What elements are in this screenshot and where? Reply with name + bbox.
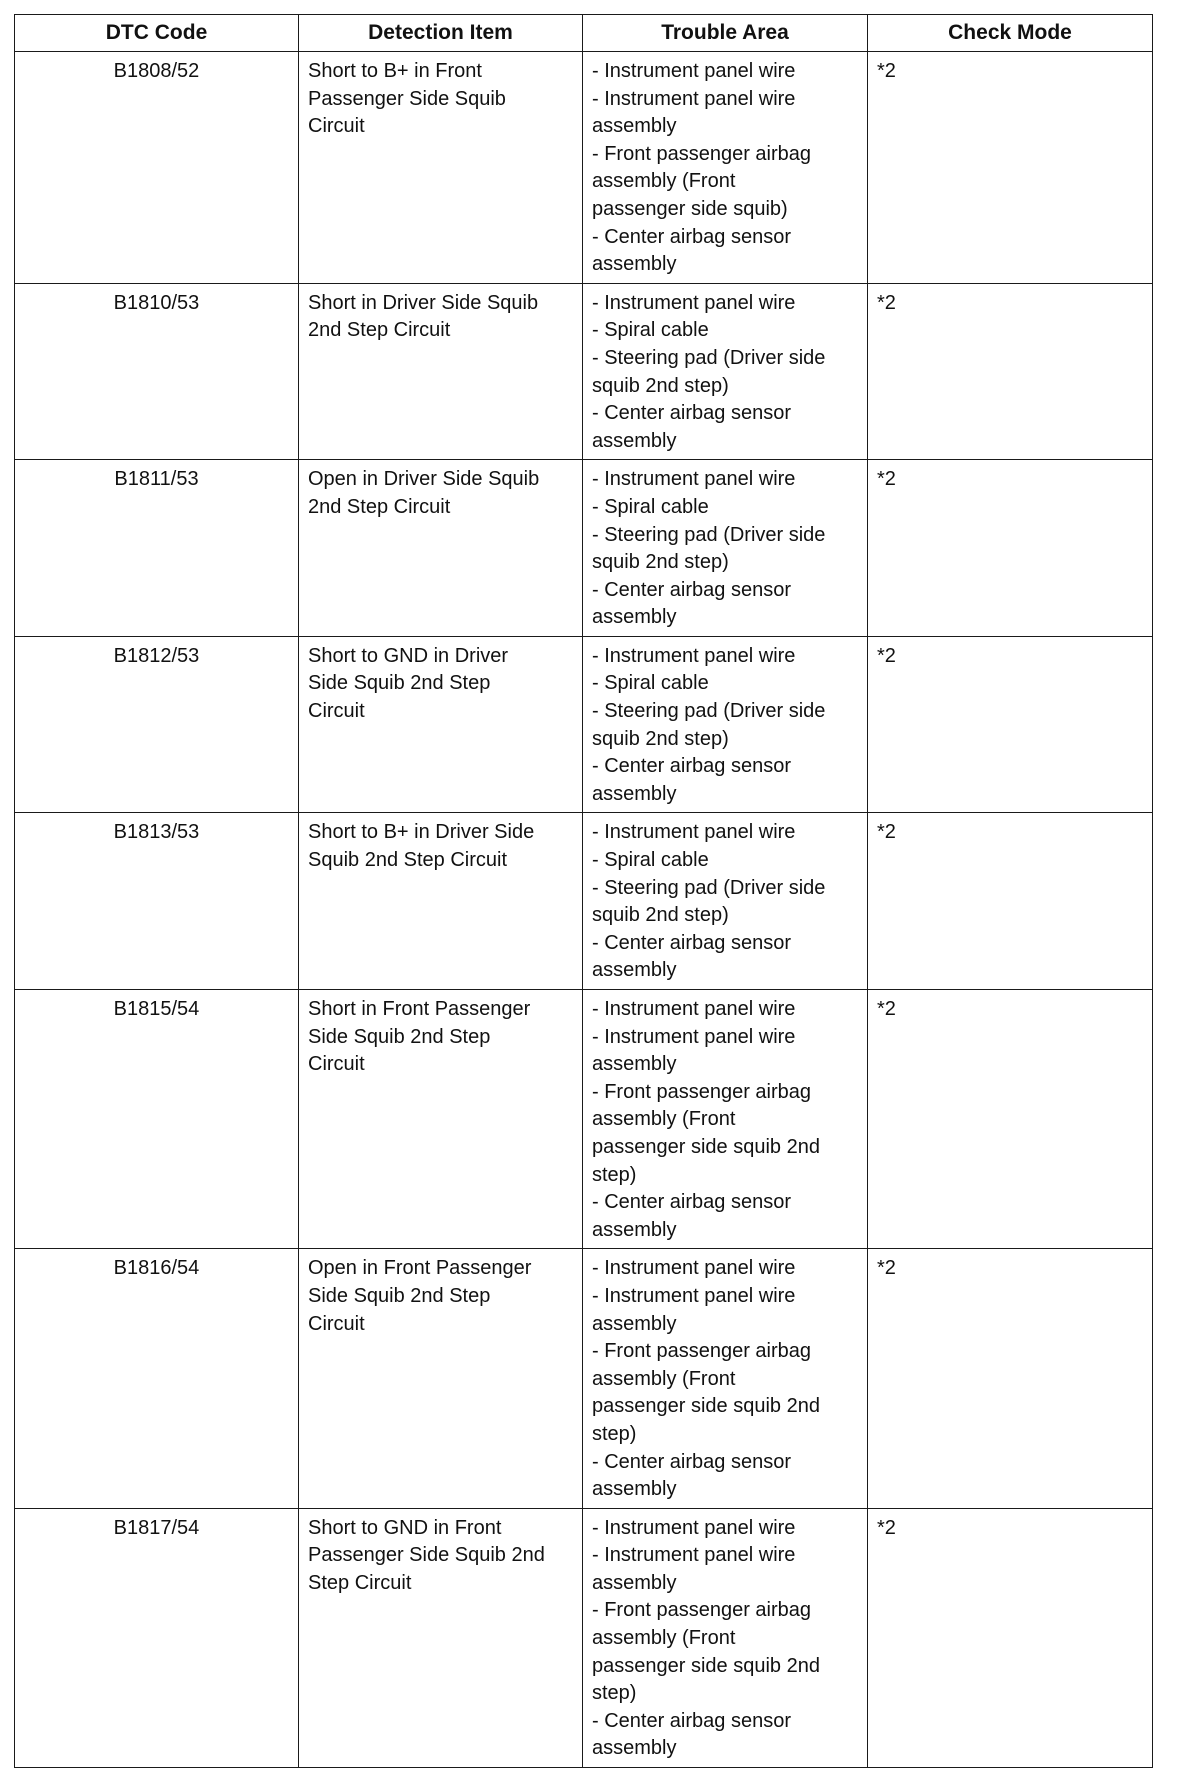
trouble-area-cell	[583, 1249, 868, 1508]
detection-item-line: Circuit	[308, 1312, 365, 1335]
detection-item-line: Open in Driver Side Squib	[308, 468, 540, 491]
trouble-area-line: - Steering pad (Driver side	[592, 523, 826, 546]
detection-item-line: Short to GND in Front	[308, 1516, 502, 1539]
trouble-area-line: - Instrument panel wire	[592, 1025, 796, 1048]
trouble-area-cell	[583, 1508, 868, 1767]
detection-item-line: Circuit	[308, 115, 365, 138]
dtc-code-cell: B1815/54	[15, 990, 299, 1249]
trouble-area-line: assembly (Front	[592, 1108, 736, 1131]
trouble-area-line: assembly	[592, 1737, 677, 1760]
trouble-area-line: passenger side squib)	[592, 197, 788, 220]
table-row	[15, 52, 1153, 284]
trouble-area-line: assembly	[592, 1053, 677, 1076]
trouble-area-line: - Center airbag sensor	[592, 1450, 791, 1473]
trouble-area-line: assembly	[592, 782, 677, 805]
trouble-area-line: passenger side squib 2nd	[592, 1395, 820, 1418]
header-dtc-code: DTC Code	[15, 15, 299, 52]
dtc-code-cell: B1813/53	[15, 813, 299, 990]
table-row	[15, 460, 1153, 637]
detection-item-cell	[299, 990, 583, 1249]
check-mode-cell: *2	[868, 990, 1153, 1249]
check-mode-cell: *2	[868, 460, 1153, 637]
dtc-code-cell: B1817/54	[15, 1508, 299, 1767]
trouble-area-line: - Instrument panel wire	[592, 644, 796, 667]
dtc-code-cell: B1812/53	[15, 636, 299, 813]
trouble-area-line: - Center airbag sensor	[592, 225, 791, 248]
trouble-area-line: assembly	[592, 1218, 677, 1241]
detection-item-line: 2nd Step Circuit	[308, 495, 451, 518]
dtc-code-cell: B1816/54	[15, 1249, 299, 1508]
detection-item-cell	[299, 1508, 583, 1767]
trouble-area-line: step)	[592, 1163, 637, 1186]
trouble-area-line: assembly (Front	[592, 170, 736, 193]
trouble-area-line: step)	[592, 1422, 637, 1445]
trouble-area-line: - Spiral cable	[592, 672, 709, 695]
trouble-area-line: passenger side squib 2nd	[592, 1135, 820, 1158]
trouble-area-line: - Spiral cable	[592, 495, 709, 518]
check-mode-cell: *2	[868, 283, 1153, 460]
header-check-mode: Check Mode	[868, 15, 1153, 52]
detection-item-line: Step Circuit	[308, 1571, 412, 1594]
trouble-area-line: squib 2nd step)	[592, 727, 729, 750]
trouble-area-line: - Instrument panel wire	[592, 1284, 796, 1307]
trouble-area-line: assembly (Front	[592, 1627, 736, 1650]
detection-item-line: Open in Front Passenger	[308, 1257, 532, 1280]
detection-item-line: Squib 2nd Step Circuit	[308, 849, 508, 872]
trouble-area-cell	[583, 636, 868, 813]
dtc-code-cell: B1811/53	[15, 460, 299, 637]
check-mode-cell: *2	[868, 1249, 1153, 1508]
detection-item-line: Side Squib 2nd Step	[308, 1284, 491, 1307]
trouble-area-cell	[583, 283, 868, 460]
trouble-area-line: - Instrument panel wire	[592, 291, 796, 314]
dtc-code-cell: B1808/52	[15, 52, 299, 284]
trouble-area-line: - Center airbag sensor	[592, 402, 791, 425]
trouble-area-line: - Steering pad (Driver side	[592, 876, 826, 899]
detection-item-line: Short in Driver Side Squib	[308, 291, 539, 314]
trouble-area-line: - Center airbag sensor	[592, 1709, 791, 1732]
trouble-area-line: assembly	[592, 253, 677, 276]
header-detection-item: Detection Item	[299, 15, 583, 52]
trouble-area-line: assembly	[592, 1571, 677, 1594]
trouble-area-line: - Front passenger airbag	[592, 1080, 812, 1103]
check-mode-cell: *2	[868, 1508, 1153, 1767]
detection-item-line: Circuit	[308, 1053, 365, 1076]
trouble-area-line: - Front passenger airbag	[592, 142, 812, 165]
detection-item-cell	[299, 283, 583, 460]
trouble-area-cell	[583, 460, 868, 637]
detection-item-line: Passenger Side Squib	[308, 87, 506, 110]
trouble-area-line: - Center airbag sensor	[592, 755, 791, 778]
detection-item-line: Circuit	[308, 700, 365, 723]
trouble-area-line: - Steering pad (Driver side	[592, 700, 826, 723]
trouble-area-line: - Instrument panel wire	[592, 998, 796, 1020]
header-trouble-area: Trouble Area	[583, 15, 868, 52]
detection-item-cell	[299, 460, 583, 637]
table-row	[15, 1249, 1153, 1508]
trouble-area-line: - Spiral cable	[592, 849, 709, 872]
detection-item-line: Short to GND in Driver	[308, 644, 509, 667]
trouble-area-line: assembly	[592, 1312, 677, 1335]
trouble-area-cell	[583, 813, 868, 990]
detection-item-line: Passenger Side Squib 2nd	[308, 1544, 545, 1567]
trouble-area-line: step)	[592, 1682, 637, 1705]
trouble-area-line: - Instrument panel wire	[592, 87, 796, 110]
check-mode-cell: *2	[868, 813, 1153, 990]
trouble-area-line: - Instrument panel wire	[592, 1257, 796, 1280]
trouble-area-line: - Instrument panel wire	[592, 821, 796, 844]
dtc-table	[14, 14, 1153, 1768]
trouble-area-line: assembly	[592, 115, 677, 138]
table-row	[15, 283, 1153, 460]
trouble-area-line: - Instrument panel wire	[592, 60, 796, 82]
table-body	[15, 52, 1153, 1768]
trouble-area-line: squib 2nd step)	[592, 551, 729, 574]
detection-item-line: Short to B+ in Driver Side	[308, 821, 535, 844]
trouble-area-line: - Instrument panel wire	[592, 1516, 796, 1539]
trouble-area-line: assembly	[592, 606, 677, 629]
trouble-area-line: assembly	[592, 1478, 677, 1501]
detection-item-line: 2nd Step Circuit	[308, 319, 451, 342]
trouble-area-line: squib 2nd step)	[592, 374, 729, 397]
trouble-area-line: - Center airbag sensor	[592, 931, 791, 954]
trouble-area-line: - Instrument panel wire	[592, 468, 796, 491]
trouble-area-line: passenger side squib 2nd	[592, 1654, 820, 1677]
trouble-area-line: squib 2nd step)	[592, 904, 729, 927]
trouble-area-line: - Steering pad (Driver side	[592, 346, 826, 369]
detection-item-line: Short to B+ in Front	[308, 60, 482, 82]
trouble-area-line: assembly	[592, 429, 677, 452]
detection-item-cell	[299, 636, 583, 813]
trouble-area-line: - Front passenger airbag	[592, 1599, 812, 1622]
detection-item-cell	[299, 1249, 583, 1508]
table-row	[15, 1508, 1153, 1767]
dtc-code-cell: B1810/53	[15, 283, 299, 460]
trouble-area-line: - Front passenger airbag	[592, 1340, 812, 1363]
table-row	[15, 990, 1153, 1249]
detection-item-line: Side Squib 2nd Step	[308, 672, 491, 695]
trouble-area-cell	[583, 990, 868, 1249]
check-mode-cell: *2	[868, 52, 1153, 284]
trouble-area-line: assembly	[592, 959, 677, 982]
detection-item-cell	[299, 813, 583, 990]
table-row	[15, 636, 1153, 813]
table-row	[15, 813, 1153, 990]
detection-item-cell	[299, 52, 583, 284]
trouble-area-line: assembly (Front	[592, 1367, 736, 1390]
trouble-area-line: - Center airbag sensor	[592, 1191, 791, 1214]
trouble-area-line: - Center airbag sensor	[592, 578, 791, 601]
check-mode-cell: *2	[868, 636, 1153, 813]
detection-item-line: Side Squib 2nd Step	[308, 1025, 491, 1048]
trouble-area-cell	[583, 52, 868, 284]
trouble-area-line: - Spiral cable	[592, 319, 709, 342]
detection-item-line: Short in Front Passenger	[308, 998, 531, 1020]
trouble-area-line: - Instrument panel wire	[592, 1544, 796, 1567]
table-header-row	[15, 15, 1153, 52]
